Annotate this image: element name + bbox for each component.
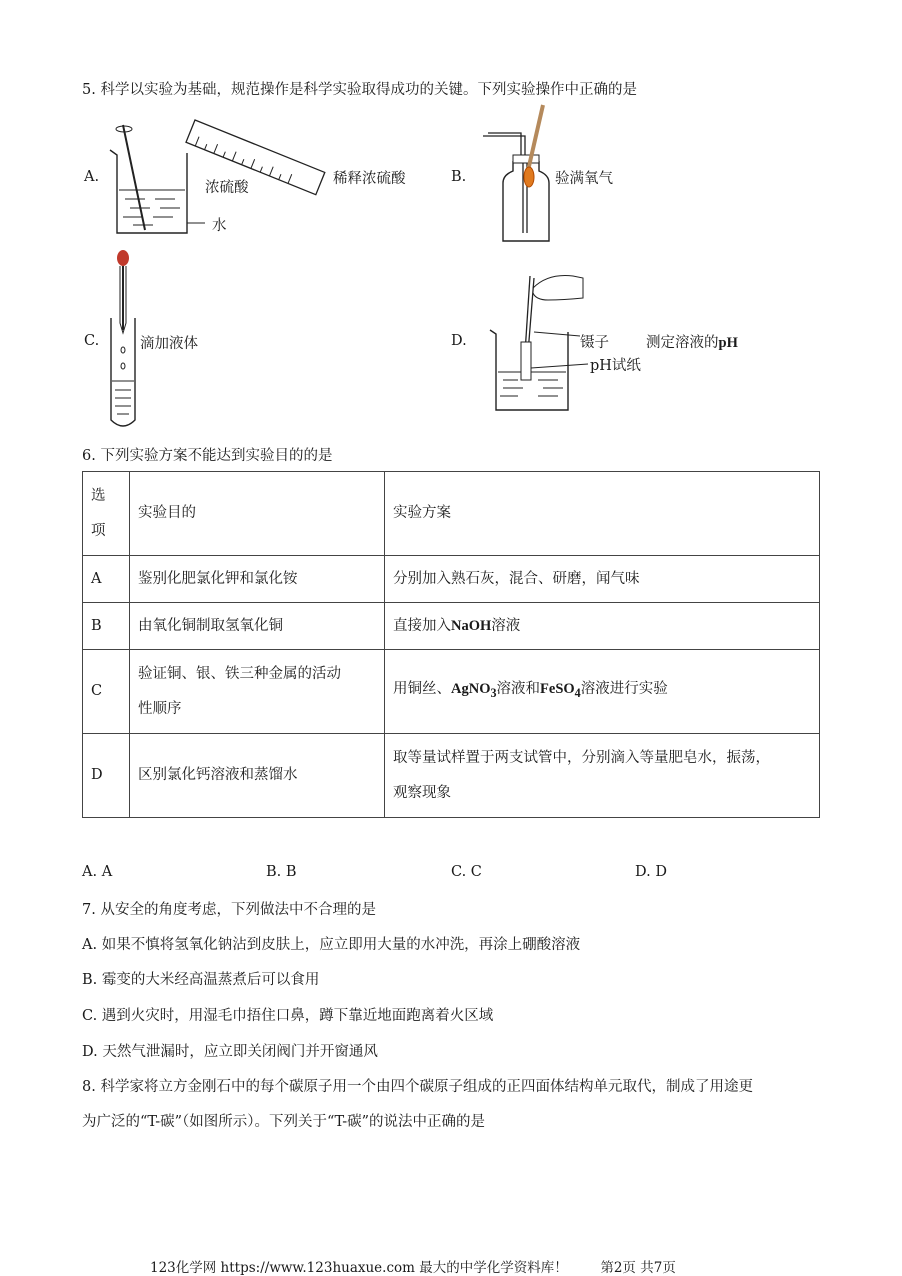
q6-choice-d[interactable]: D. D	[635, 864, 667, 880]
q5-option-d-letter: D.	[451, 333, 467, 349]
row-plan: 取等量试样置于两支试管中，分别滴入等量肥皂水，振荡， 观察现象	[385, 734, 820, 818]
row-plan: 分别加入熟石灰，混合、研磨，闻气味	[385, 556, 820, 603]
q5-d-caption-text: 测定溶液的	[646, 335, 719, 351]
row-goal: 验证铜、银、铁三种金属的活动 性顺序	[130, 650, 385, 734]
row-plan: 用铜丝、AgNO$_3$溶液和FeSO$_4$溶液进行实验	[385, 650, 820, 734]
q7-option-a[interactable]: A. 如果不慎将氢氧化钠沾到皮肤上，应立即用大量的水冲洗，再涂上硼酸溶液	[82, 937, 581, 953]
q6-choice-c[interactable]: C. C	[451, 864, 482, 880]
q5-option-c-letter: C.	[84, 333, 100, 349]
q5-c-caption: 滴加液体	[140, 336, 198, 352]
table-row	[83, 650, 820, 734]
q8-stem-line1: 8. 科学家将立方金刚石中的每个碳原子用一个由四个碳原子组成的正四面体结构单元取代，制成了用途更	[82, 1079, 753, 1095]
q6-choice-a[interactable]: A. A	[82, 864, 113, 880]
header-option: 选 项	[83, 472, 130, 556]
q5-a-water-label: 水	[212, 218, 227, 234]
q5-d-tweezers-label: 镊子	[580, 335, 609, 351]
row-option: B	[83, 603, 130, 650]
q5-stem: 5. 科学以实验为基础，规范操作是科学实验取得成功的关键。下列实验操作中正确的是	[82, 82, 637, 98]
header-plan: 实验方案	[385, 472, 820, 556]
q5-d-caption	[646, 331, 738, 352]
q5-option-b-letter: B.	[451, 169, 467, 185]
q5-b-caption: 验满氧气	[555, 171, 613, 187]
q7-option-c[interactable]: C. 遇到火灾时，用湿毛巾捂住口鼻，蹲下靠近地面跑离着火区域	[82, 1008, 494, 1024]
q5-figure-b-diagram	[483, 103, 563, 248]
row-goal: 区别氯化钙溶液和蒸馏水	[130, 734, 385, 818]
page-footer	[150, 1256, 676, 1276]
row-plan: 直接加入NaOH溶液	[385, 603, 820, 650]
table-row	[83, 556, 820, 603]
row-option: C	[83, 650, 130, 734]
q5-a-caption: 稀释浓硫酸	[333, 171, 406, 187]
q5-a-acid-label: 浓硫酸	[205, 180, 249, 196]
q5-figure-d-diagram	[488, 268, 588, 416]
q7-option-d[interactable]: D. 天然气泄漏时，应立即关闭阀门并开窗通风	[82, 1044, 378, 1060]
q8-stem-line2: 为广泛的“T-碳”（如图所示）。下列关于“T-碳”的说法中正确的是	[82, 1114, 486, 1130]
q5-d-caption-ph: pH	[718, 335, 738, 351]
row-option: D	[83, 734, 130, 818]
row-goal: 由氧化铜制取氢氧化铜	[130, 603, 385, 650]
table-row	[83, 734, 820, 818]
table-row	[83, 603, 820, 650]
q7-stem: 7. 从安全的角度考虑，下列做法中不合理的是	[82, 902, 376, 918]
row-goal: 鉴别化肥氯化钾和氯化铵	[130, 556, 385, 603]
header-goal: 实验目的	[130, 472, 385, 556]
q6-table	[82, 471, 820, 818]
q5-figure-c-diagram	[105, 248, 145, 433]
footer-page-number: 第2页 共7页	[600, 1260, 676, 1276]
footer-site-text: 123化学网 https://www.123huaxue.com 最大的中学化学资料库！	[150, 1260, 568, 1276]
q5-option-a-letter: A.	[84, 169, 100, 185]
q5-d-paper-label: pH试纸	[590, 358, 641, 374]
row-option: A	[83, 556, 130, 603]
table-header-row	[83, 472, 820, 556]
q6-stem: 6. 下列实验方案不能达到实验目的的是	[82, 448, 333, 464]
q7-option-b[interactable]: B. 霉变的大米经高温蒸煮后可以食用	[82, 972, 320, 988]
q6-choice-b[interactable]: B. B	[266, 864, 297, 880]
